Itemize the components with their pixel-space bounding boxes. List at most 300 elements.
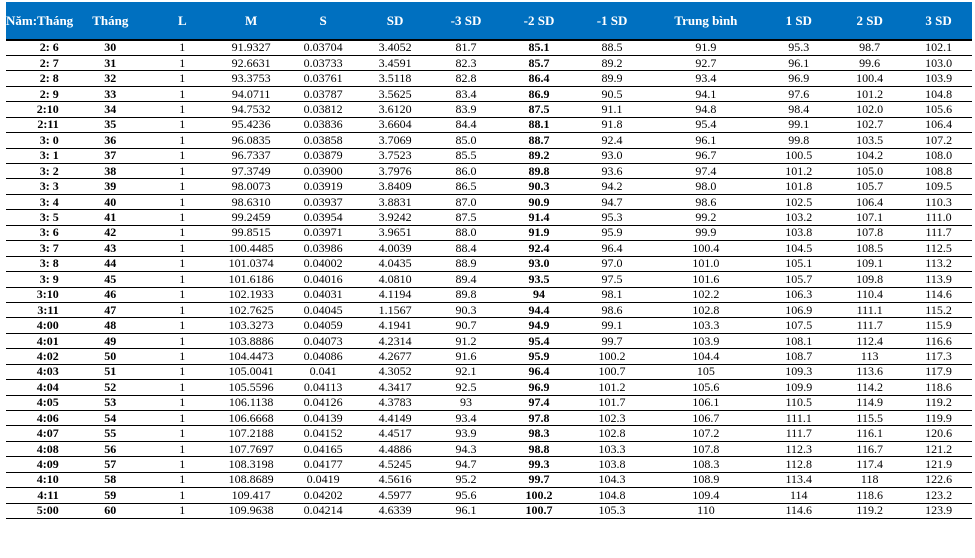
cell-col-minus-3sd: 89.8 <box>455 287 477 302</box>
cell-col-m: 92.6631 <box>231 55 271 70</box>
cell-col-year-month: 4:00 <box>36 318 59 333</box>
cell-col-minus-3sd: 85.0 <box>455 132 477 147</box>
cell-col-s: 0.04214 <box>303 503 343 518</box>
cell-col-plus-1sd: 112.8 <box>785 457 813 472</box>
cell-col-sd: 4.4517 <box>378 426 412 441</box>
cell-col-minus-1sd: 94.7 <box>601 194 623 209</box>
cell-col-year-month: 5:00 <box>36 503 59 518</box>
cell-col-median: 108.3 <box>692 457 720 472</box>
cell-col-minus-2sd: 95.9 <box>528 348 550 363</box>
cell-col-minus-1sd: 93.6 <box>601 163 623 178</box>
cell-col-s: 0.04139 <box>303 410 343 425</box>
table-row <box>6 318 972 333</box>
table-row <box>6 225 972 240</box>
cell-col-l: 1 <box>179 71 186 86</box>
cell-col-year-month: 3: 7 <box>39 240 59 255</box>
table-row <box>6 210 972 225</box>
cell-col-median: 101.6 <box>692 271 720 286</box>
cell-col-median: 94.1 <box>695 86 717 101</box>
cell-col-minus-2sd: 87.5 <box>528 101 550 116</box>
cell-col-median: 99.2 <box>695 210 717 225</box>
cell-col-plus-3sd: 123.9 <box>925 503 953 518</box>
cell-col-month: 50 <box>104 348 117 363</box>
cell-col-plus-1sd: 99.1 <box>788 117 810 132</box>
cell-col-s: 0.0419 <box>306 472 340 487</box>
cell-col-minus-2sd: 85.1 <box>528 40 550 55</box>
cell-col-month: 56 <box>104 441 117 456</box>
cell-col-m: 103.3273 <box>228 318 274 333</box>
cell-col-sd: 4.3417 <box>378 379 412 394</box>
cell-col-plus-2sd: 118 <box>860 472 879 487</box>
cell-col-plus-1sd: 99.8 <box>788 132 810 147</box>
cell-col-plus-3sd: 115.2 <box>925 302 952 317</box>
cell-col-plus-2sd: 106.4 <box>856 194 884 209</box>
cell-col-month: 38 <box>104 163 117 178</box>
cell-col-plus-2sd: 104.2 <box>856 148 884 163</box>
cell-col-month: 43 <box>104 240 117 255</box>
cell-col-sd: 3.4052 <box>378 40 412 55</box>
cell-col-l: 1 <box>179 225 186 240</box>
cell-col-l: 1 <box>179 256 186 271</box>
cell-col-plus-3sd: 109.5 <box>925 179 953 194</box>
cell-col-m: 97.3749 <box>231 163 271 178</box>
cell-col-s: 0.03704 <box>303 40 343 55</box>
cell-col-minus-1sd: 94.2 <box>601 179 623 194</box>
cell-col-month: 47 <box>104 302 117 317</box>
table-row <box>6 148 972 163</box>
cell-col-median: 101.0 <box>692 256 720 271</box>
cell-col-l: 1 <box>179 441 186 456</box>
cell-col-minus-1sd: 95.3 <box>601 210 623 225</box>
cell-col-minus-1sd: 104.8 <box>598 487 626 502</box>
cell-col-minus-2sd: 86.4 <box>528 71 550 86</box>
cell-col-sd: 4.2314 <box>378 333 412 348</box>
cell-col-plus-1sd: 100.5 <box>785 148 813 163</box>
cell-col-minus-1sd: 99.1 <box>601 318 623 333</box>
table-row <box>6 71 972 86</box>
cell-col-m: 91.9327 <box>231 40 271 55</box>
cell-col-m: 96.7337 <box>231 148 271 163</box>
cell-col-l: 1 <box>179 348 186 363</box>
cell-col-minus-2sd: 94 <box>533 287 546 302</box>
cell-col-minus-1sd: 104.3 <box>598 472 626 487</box>
cell-col-plus-3sd: 121.9 <box>925 457 953 472</box>
cell-col-sd: 1.1567 <box>378 302 412 317</box>
cell-col-plus-1sd: 106.9 <box>785 302 813 317</box>
cell-col-plus-1sd: 101.8 <box>785 179 813 194</box>
cell-col-plus-1sd: 106.3 <box>785 287 813 302</box>
cell-col-median: 110 <box>697 503 715 518</box>
cell-col-s: 0.03971 <box>303 225 343 240</box>
cell-col-m: 105.5596 <box>228 379 274 394</box>
cell-col-year-month: 2: 7 <box>39 55 59 70</box>
cell-col-minus-1sd: 100.2 <box>598 348 626 363</box>
table-row <box>6 302 972 317</box>
cell-col-sd: 4.0435 <box>378 256 412 271</box>
table-row <box>6 333 972 348</box>
cell-col-s: 0.03954 <box>303 210 343 225</box>
cell-col-sd: 3.5625 <box>378 86 412 101</box>
cell-col-year-month: 2: 8 <box>39 71 59 86</box>
cell-col-plus-3sd: 113.2 <box>925 256 952 271</box>
cell-col-plus-1sd: 105.1 <box>785 256 813 271</box>
cell-col-median: 98.6 <box>695 194 717 209</box>
cell-col-s: 0.04126 <box>303 395 343 410</box>
cell-col-s: 0.04016 <box>303 271 343 286</box>
cell-col-m: 109.417 <box>231 487 271 502</box>
cell-col-plus-3sd: 108.8 <box>925 163 953 178</box>
cell-col-minus-1sd: 93.0 <box>601 148 623 163</box>
cell-col-plus-1sd: 111.7 <box>785 426 812 441</box>
cell-col-minus-3sd: 90.3 <box>455 302 477 317</box>
cell-col-plus-2sd: 114.9 <box>856 395 883 410</box>
cell-col-sd: 4.0810 <box>378 271 412 286</box>
cell-col-year-month: 3:10 <box>36 287 59 302</box>
table-row <box>6 395 972 410</box>
cell-col-plus-3sd: 112.5 <box>925 240 952 255</box>
cell-col-minus-3sd: 87.0 <box>455 194 477 209</box>
table-header-row <box>6 2 972 40</box>
cell-col-plus-2sd: 116.7 <box>856 441 883 456</box>
cell-col-plus-3sd: 123.2 <box>925 487 953 502</box>
cell-col-plus-2sd: 107.8 <box>856 225 884 240</box>
cell-col-l: 1 <box>179 101 186 116</box>
cell-col-plus-2sd: 105.7 <box>856 179 884 194</box>
cell-col-plus-1sd: 108.7 <box>785 348 813 363</box>
cell-col-plus-3sd: 121.2 <box>925 441 953 456</box>
cell-col-plus-3sd: 103.0 <box>925 55 953 70</box>
cell-col-month: 44 <box>104 256 117 271</box>
cell-col-minus-3sd: 87.5 <box>455 210 477 225</box>
cell-col-minus-2sd: 85.7 <box>528 55 550 70</box>
cell-col-minus-2sd: 91.9 <box>528 225 550 240</box>
cell-col-sd: 4.2677 <box>378 348 412 363</box>
cell-col-s: 0.03836 <box>303 117 343 132</box>
table-row <box>6 86 972 101</box>
cell-col-sd: 3.9651 <box>378 225 412 240</box>
cell-col-m: 103.8886 <box>228 333 274 348</box>
cell-col-median: 100.4 <box>692 240 720 255</box>
cell-col-median: 107.8 <box>692 441 720 456</box>
cell-col-minus-2sd: 86.9 <box>528 86 550 101</box>
cell-col-median: 103.9 <box>692 333 720 348</box>
cell-col-minus-2sd: 88.7 <box>528 132 550 147</box>
cell-col-plus-1sd: 110.5 <box>785 395 813 410</box>
cell-col-m: 106.6668 <box>228 410 274 425</box>
cell-col-plus-1sd: 111.1 <box>785 410 812 425</box>
cell-col-year-month: 3: 0 <box>39 132 59 147</box>
cell-col-month: 36 <box>104 132 117 147</box>
cell-col-l: 1 <box>179 333 186 348</box>
height-for-age-table <box>6 2 972 519</box>
header-col-minus-1sd: -1 SD <box>596 12 628 28</box>
cell-col-month: 30 <box>104 40 117 55</box>
cell-col-minus-2sd: 94.4 <box>528 302 550 317</box>
header-col-m: M <box>244 12 258 28</box>
cell-col-month: 33 <box>104 86 117 101</box>
cell-col-plus-1sd: 108.1 <box>785 333 813 348</box>
cell-col-median: 106.7 <box>692 410 720 425</box>
cell-col-minus-1sd: 88.5 <box>601 40 623 55</box>
cell-col-minus-1sd: 90.5 <box>601 86 623 101</box>
cell-col-plus-3sd: 120.6 <box>925 426 953 441</box>
cell-col-minus-1sd: 103.3 <box>598 441 626 456</box>
table-row <box>6 349 972 364</box>
cell-col-l: 1 <box>179 426 186 441</box>
cell-col-minus-1sd: 99.7 <box>601 333 623 348</box>
cell-col-month: 31 <box>104 55 117 70</box>
cell-col-minus-1sd: 101.2 <box>598 379 626 394</box>
cell-col-s: 0.03986 <box>303 240 343 255</box>
cell-col-year-month: 4:01 <box>36 333 59 348</box>
cell-col-s: 0.04165 <box>303 441 343 456</box>
cell-col-s: 0.04059 <box>303 318 343 333</box>
cell-col-m: 102.7625 <box>228 302 274 317</box>
cell-col-month: 48 <box>104 318 117 333</box>
cell-col-plus-1sd: 114.6 <box>785 503 813 518</box>
cell-col-l: 1 <box>179 302 186 317</box>
cell-col-sd: 4.6339 <box>378 503 412 518</box>
cell-col-minus-1sd: 89.9 <box>601 71 623 86</box>
cell-col-minus-2sd: 96.9 <box>528 379 550 394</box>
cell-col-plus-1sd: 96.1 <box>788 55 810 70</box>
cell-col-plus-2sd: 99.6 <box>859 55 881 70</box>
cell-col-minus-1sd: 98.1 <box>601 287 623 302</box>
cell-col-median: 104.4 <box>692 348 720 363</box>
table-row <box>6 55 972 70</box>
cell-col-l: 1 <box>179 379 186 394</box>
cell-col-minus-3sd: 85.5 <box>455 148 477 163</box>
cell-col-plus-3sd: 113.9 <box>925 271 952 286</box>
cell-col-median: 106.1 <box>692 395 720 410</box>
cell-col-minus-3sd: 92.1 <box>455 364 477 379</box>
cell-col-month: 45 <box>104 271 117 286</box>
cell-col-year-month: 3:11 <box>37 302 59 317</box>
cell-col-sd: 4.4149 <box>378 410 412 425</box>
cell-col-year-month: 4:07 <box>36 426 59 441</box>
cell-col-minus-2sd: 95.4 <box>528 333 550 348</box>
cell-col-sd: 3.6604 <box>378 117 412 132</box>
table-row <box>6 194 972 209</box>
cell-col-m: 107.7697 <box>228 441 274 456</box>
cell-col-median: 102.2 <box>692 287 720 302</box>
cell-col-plus-1sd: 107.5 <box>785 318 813 333</box>
cell-col-s: 0.03879 <box>303 148 343 163</box>
cell-col-sd: 3.7069 <box>378 132 412 147</box>
cell-col-l: 1 <box>179 472 186 487</box>
cell-col-minus-2sd: 94.9 <box>528 318 550 333</box>
cell-col-sd: 3.8409 <box>378 179 412 194</box>
cell-col-plus-3sd: 122.6 <box>925 472 953 487</box>
cell-col-l: 1 <box>179 55 186 70</box>
cell-col-minus-2sd: 98.3 <box>528 426 550 441</box>
cell-col-s: 0.041 <box>309 364 337 379</box>
cell-col-plus-2sd: 111.7 <box>856 318 883 333</box>
cell-col-minus-1sd: 91.1 <box>601 101 623 116</box>
cell-col-minus-2sd: 100.7 <box>525 503 553 518</box>
cell-col-year-month: 3: 2 <box>39 163 59 178</box>
cell-col-minus-3sd: 81.7 <box>455 40 477 55</box>
header-col-plus-3sd: 3 SD <box>925 12 952 28</box>
cell-col-year-month: 3: 8 <box>39 256 59 271</box>
cell-col-year-month: 3: 1 <box>39 148 59 163</box>
cell-col-l: 1 <box>179 148 186 163</box>
cell-col-s: 0.04202 <box>303 487 343 502</box>
cell-col-minus-1sd: 98.6 <box>601 302 623 317</box>
cell-col-plus-1sd: 113.4 <box>785 472 813 487</box>
cell-col-plus-2sd: 113 <box>860 348 879 363</box>
cell-col-minus-2sd: 96.4 <box>528 364 550 379</box>
cell-col-minus-1sd: 97.0 <box>601 256 623 271</box>
cell-col-plus-1sd: 109.9 <box>785 379 813 394</box>
cell-col-year-month: 4:03 <box>36 364 59 379</box>
header-col-plus-1sd: 1 SD <box>785 12 812 28</box>
header-col-plus-2sd: 2 SD <box>856 12 883 28</box>
table-row <box>6 457 972 472</box>
cell-col-minus-3sd: 82.3 <box>455 55 477 70</box>
cell-col-median: 96.1 <box>695 132 717 147</box>
cell-col-s: 0.04045 <box>303 302 343 317</box>
cell-col-median: 109.4 <box>692 487 720 502</box>
cell-col-l: 1 <box>179 457 186 472</box>
cell-col-m: 108.8689 <box>228 472 274 487</box>
cell-col-l: 1 <box>179 194 186 209</box>
cell-col-m: 105.0041 <box>228 364 274 379</box>
cell-col-m: 94.0711 <box>231 86 271 101</box>
cell-col-sd: 4.5245 <box>378 457 412 472</box>
cell-col-l: 1 <box>179 163 186 178</box>
table-row <box>6 488 972 503</box>
table-row <box>6 287 972 302</box>
cell-col-minus-3sd: 83.9 <box>455 101 477 116</box>
table-row <box>6 241 972 256</box>
cell-col-year-month: 3: 4 <box>39 194 59 209</box>
cell-col-month: 60 <box>104 503 117 518</box>
cell-col-plus-2sd: 110.4 <box>856 287 883 302</box>
header-col-minus-2sd: -2 SD <box>523 12 555 28</box>
cell-col-l: 1 <box>179 487 186 502</box>
cell-col-m: 104.4473 <box>228 348 274 363</box>
cell-col-plus-2sd: 119.2 <box>856 503 883 518</box>
cell-col-plus-3sd: 111.7 <box>925 225 952 240</box>
cell-col-plus-2sd: 103.5 <box>856 132 884 147</box>
cell-col-plus-3sd: 119.9 <box>925 410 952 425</box>
cell-col-sd: 4.3052 <box>378 364 412 379</box>
cell-col-minus-3sd: 83.4 <box>455 86 477 101</box>
table-row <box>6 179 972 194</box>
cell-col-plus-1sd: 101.2 <box>785 163 813 178</box>
cell-col-median: 105 <box>696 364 715 379</box>
cell-col-minus-3sd: 84.4 <box>455 117 477 132</box>
cell-col-s: 0.04113 <box>303 379 343 394</box>
cell-col-median: 103.3 <box>692 318 720 333</box>
cell-col-minus-3sd: 88.9 <box>455 256 477 271</box>
cell-col-l: 1 <box>179 503 186 518</box>
cell-col-s: 0.03919 <box>303 179 343 194</box>
table-row <box>6 411 972 426</box>
cell-col-minus-3sd: 94.3 <box>455 441 477 456</box>
cell-col-year-month: 4:06 <box>36 410 59 425</box>
cell-col-l: 1 <box>179 318 186 333</box>
cell-col-median: 107.2 <box>692 426 720 441</box>
cell-col-plus-3sd: 118.6 <box>925 379 952 394</box>
cell-col-l: 1 <box>179 287 186 302</box>
cell-col-year-month: 4:08 <box>36 441 59 456</box>
cell-col-month: 35 <box>104 117 117 132</box>
cell-col-median: 99.9 <box>695 225 717 240</box>
header-col-s: S <box>319 12 327 28</box>
cell-col-month: 53 <box>104 395 117 410</box>
header-col-median: Trung bình <box>674 12 738 28</box>
cell-col-plus-3sd: 106.4 <box>925 117 953 132</box>
cell-col-m: 100.4485 <box>228 240 274 255</box>
header-col-year-month: Năm:Tháng <box>6 12 74 28</box>
table-row <box>6 426 972 441</box>
cell-col-sd: 3.8831 <box>378 194 412 209</box>
cell-col-minus-2sd: 90.9 <box>528 194 550 209</box>
cell-col-minus-1sd: 91.8 <box>601 117 623 132</box>
cell-col-minus-2sd: 89.2 <box>528 148 550 163</box>
cell-col-plus-1sd: 103.2 <box>785 210 813 225</box>
cell-col-minus-1sd: 96.4 <box>601 240 623 255</box>
cell-col-minus-2sd: 88.1 <box>528 117 550 132</box>
cell-col-minus-2sd: 99.7 <box>528 472 550 487</box>
cell-col-l: 1 <box>179 410 186 425</box>
cell-col-month: 41 <box>104 210 117 225</box>
cell-col-year-month: 2:11 <box>37 117 59 132</box>
cell-col-plus-3sd: 117.9 <box>925 364 952 379</box>
table-row <box>6 472 972 487</box>
cell-col-s: 0.03787 <box>303 86 343 101</box>
cell-col-median: 93.4 <box>695 71 717 86</box>
cell-col-s: 0.04152 <box>303 426 343 441</box>
table-row <box>6 380 972 395</box>
cell-col-m: 96.0835 <box>231 132 271 147</box>
cell-col-month: 39 <box>104 179 117 194</box>
cell-col-month: 52 <box>104 379 117 394</box>
cell-col-l: 1 <box>179 395 186 410</box>
cell-col-m: 102.1933 <box>228 287 274 302</box>
cell-col-sd: 4.5977 <box>378 487 412 502</box>
cell-col-month: 59 <box>104 487 117 502</box>
cell-col-plus-3sd: 108.0 <box>925 148 953 163</box>
table-body <box>6 40 972 519</box>
cell-col-minus-1sd: 92.4 <box>601 132 623 147</box>
cell-col-minus-3sd: 91.2 <box>455 333 477 348</box>
cell-col-sd: 3.6120 <box>378 101 412 116</box>
cell-col-minus-3sd: 82.8 <box>455 71 477 86</box>
cell-col-s: 0.03858 <box>303 132 343 147</box>
cell-col-plus-2sd: 101.2 <box>856 86 884 101</box>
cell-col-minus-1sd: 100.7 <box>598 364 626 379</box>
cell-col-median: 95.4 <box>695 117 717 132</box>
cell-col-plus-2sd: 112.4 <box>856 333 883 348</box>
cell-col-minus-2sd: 92.4 <box>528 240 550 255</box>
cell-col-plus-1sd: 114 <box>789 487 808 502</box>
cell-col-plus-2sd: 118.6 <box>856 487 883 502</box>
cell-col-sd: 4.1194 <box>378 287 412 302</box>
cell-col-median: 94.8 <box>695 101 717 116</box>
table-row <box>6 364 972 379</box>
cell-col-minus-2sd: 93.0 <box>528 256 550 271</box>
table-row <box>6 272 972 287</box>
cell-col-s: 0.04002 <box>303 256 343 271</box>
cell-col-plus-3sd: 119.2 <box>925 395 952 410</box>
header-col-l: L <box>177 12 187 28</box>
cell-col-minus-3sd: 95.6 <box>455 487 477 502</box>
cell-col-plus-1sd: 109.3 <box>785 364 813 379</box>
cell-col-s: 0.04086 <box>303 348 343 363</box>
